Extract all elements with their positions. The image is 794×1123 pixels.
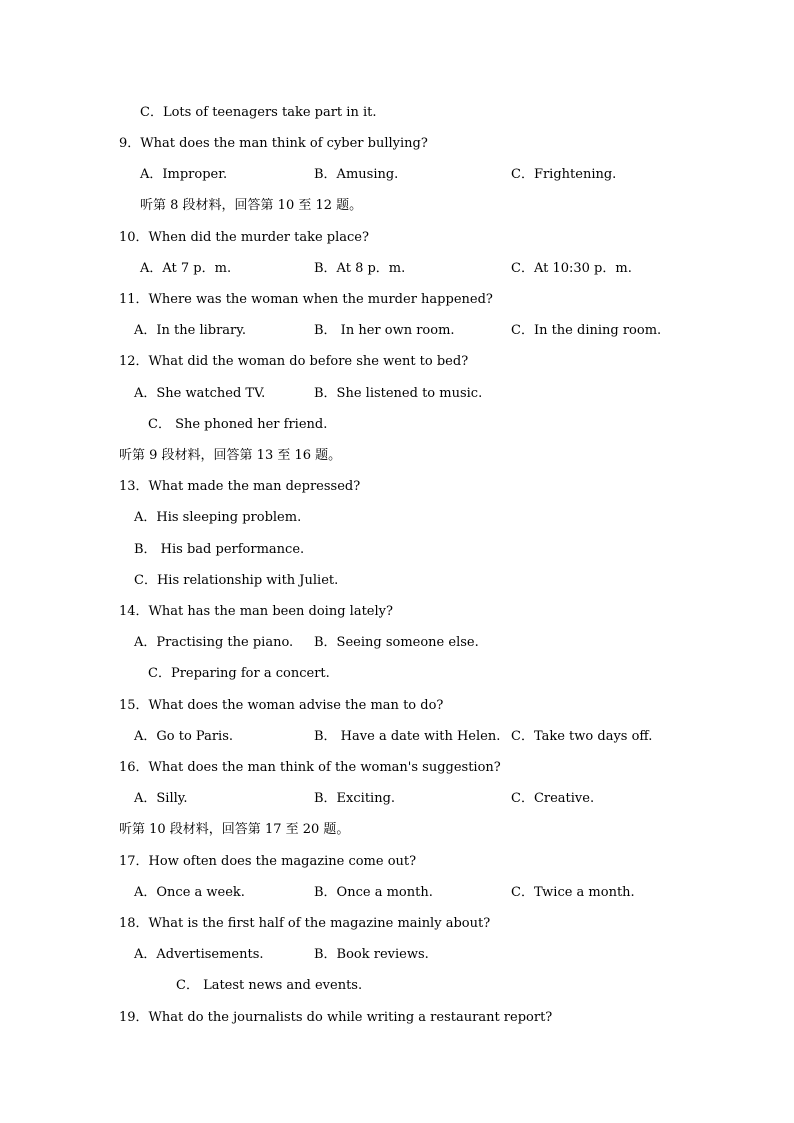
q18-option-c: C． Latest news and events.	[176, 978, 363, 993]
q9-option-a: A．Improper.	[140, 167, 228, 182]
q15-option-c: C．Take two days off.	[511, 729, 653, 744]
q11-option-c: C．In the dining room.	[511, 323, 662, 338]
q13-option-c: C．His relationship with Juliet.	[134, 573, 339, 588]
q15-option-b: B． Have a date with Helen.	[314, 729, 501, 744]
q10-option-a: A．At 7 p．m.	[140, 261, 232, 276]
q9-option-b: B．Amusing.	[314, 167, 399, 182]
q10-option-b: B．At 8 p．m.	[314, 261, 406, 276]
question-17: 17．How often does the magazine come out?	[119, 854, 417, 869]
q18-option-b: B．Book reviews.	[314, 947, 429, 962]
q17-option-b: B．Once a month.	[314, 885, 433, 900]
section-heading-8: 听第 8 段材料，回答第 10 至 12 题。	[140, 198, 363, 213]
question-15: 15．What does the woman advise the man to do?	[119, 698, 444, 713]
q16-option-c: C．Creative.	[511, 791, 595, 806]
q17-option-a: A．Once a week.	[134, 885, 245, 900]
option-c-q8: C．Lots of teenagers take part in it.	[140, 105, 377, 120]
q16-option-a: A．Silly.	[134, 791, 188, 806]
q14-option-b: B．Seeing someone else.	[314, 635, 479, 650]
question-19: 19．What do the journalists do while writing a restaurant report?	[119, 1010, 553, 1025]
question-13: 13．What made the man depressed?	[119, 479, 361, 494]
q12-option-b: B．She listened to music.	[314, 386, 483, 401]
question-10: 10．When did the murder take place?	[119, 230, 369, 245]
q12-option-c: C． She phoned her friend.	[148, 417, 328, 432]
q16-option-b: B．Exciting.	[314, 791, 396, 806]
question-14: 14．What has the man been doing lately?	[119, 604, 393, 619]
q10-option-c: C．At 10:30 p．m.	[511, 261, 632, 276]
section-heading-10: 听第 10 段材料，回答第 17 至 20 题。	[119, 822, 350, 837]
q11-option-a: A．In the library.	[134, 323, 247, 338]
q14-option-c: C．Preparing for a concert.	[148, 666, 330, 681]
q9-option-c: C．Frightening.	[511, 167, 617, 182]
q17-option-c: C．Twice a month.	[511, 885, 635, 900]
q12-option-a: A．She watched TV.	[134, 386, 266, 401]
question-16: 16．What does the man think of the woman's suggestion?	[119, 760, 501, 775]
q13-option-b: B． His bad performance.	[134, 542, 305, 557]
q11-option-b: B． In her own room.	[314, 323, 455, 338]
q15-option-a: A．Go to Paris.	[134, 729, 234, 744]
question-11: 11．Where was the woman when the murder happened?	[119, 292, 493, 307]
question-18: 18．What is the first half of the magazine mainly about?	[119, 916, 491, 931]
q13-option-a: A．His sleeping problem.	[134, 510, 302, 525]
q18-option-a: A．Advertisements.	[134, 947, 264, 962]
q14-option-a: A．Practising the piano.	[134, 635, 294, 650]
question-9: 9．What does the man think of cyber bullying?	[119, 136, 428, 151]
question-12: 12．What did the woman do before she went to bed?	[119, 354, 469, 369]
section-heading-9: 听第 9 段材料，回答第 13 至 16 题。	[119, 448, 342, 463]
